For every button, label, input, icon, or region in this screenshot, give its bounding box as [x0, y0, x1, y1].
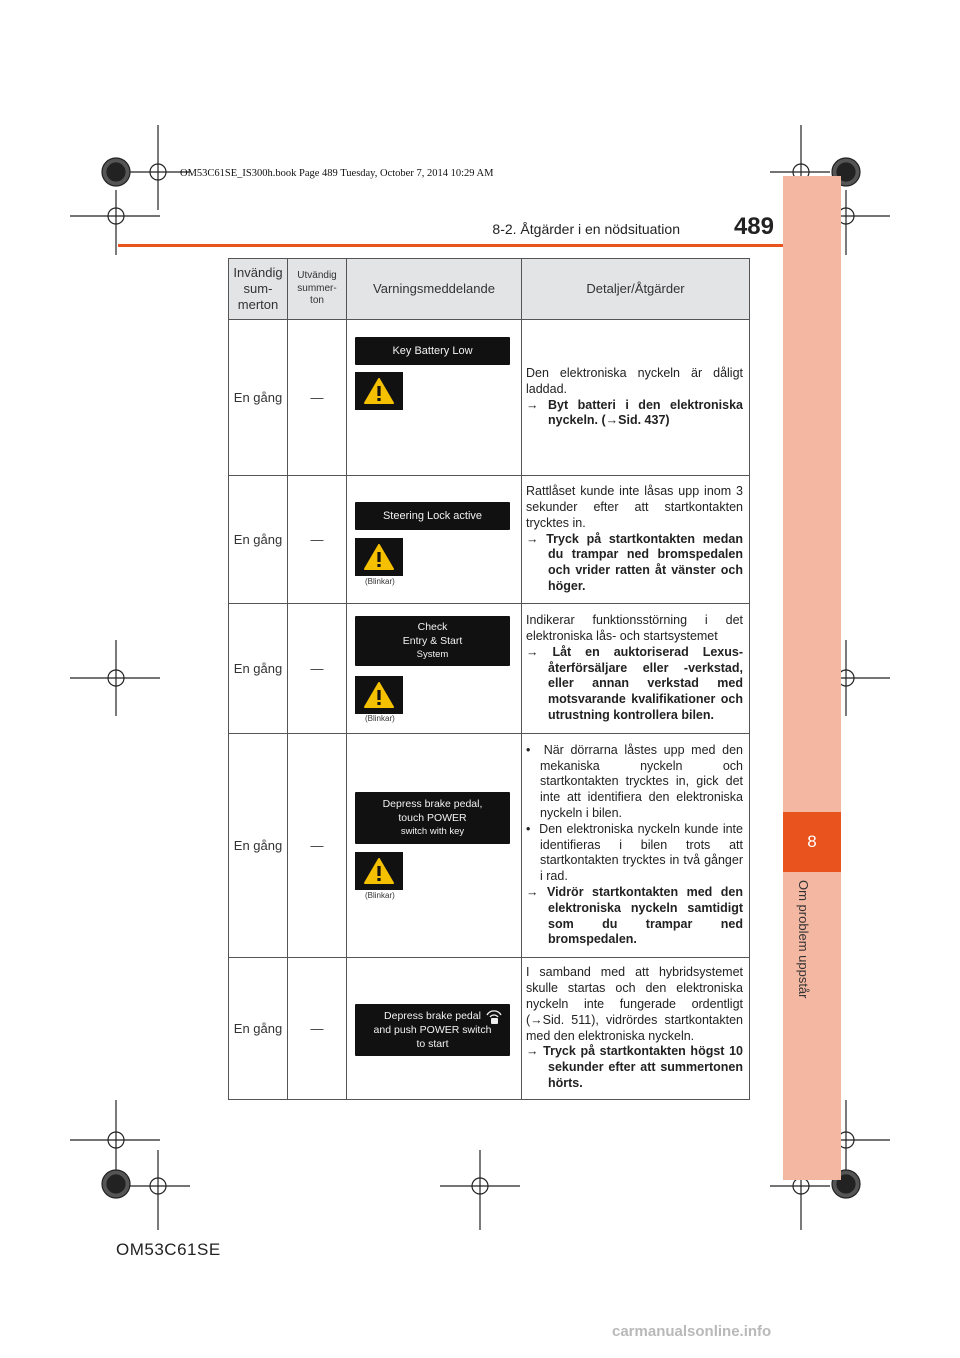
message-cell: [347, 734, 522, 958]
detail-text: I samband med att hybridsystemet skulle startas och den elektroniska nyckeln inte fungerade ordentligt (→Sid. 511), vidrördes startkontakten med den elektroniska nyckeln.: [526, 965, 743, 1043]
display-message: Key Battery Low: [355, 337, 510, 365]
watermark: carmanualsonline.info: [612, 1323, 772, 1340]
exterior-buzzer: —: [288, 734, 347, 958]
message-cell: [347, 958, 522, 1100]
action-text: → Tryck på startkontakten medan du trampar ned bromspedalen och vrider ratten åt vänster och höger.: [526, 531, 743, 593]
warning-table: [228, 258, 750, 1100]
bullet-item: • När dörrarna låstes upp med den mekaniska nyckeln och startkontakten trycktes in, gick det inte att identifiera den elektroniska nyckeln i bilen.: [526, 742, 744, 820]
exterior-buzzer: —: [288, 958, 347, 1100]
details-cell: [522, 958, 750, 1100]
warning-triangle-icon: [355, 372, 403, 410]
header-interior-buzzer: Invändig sum- merton: [229, 259, 288, 320]
bullet-item: • Den elektroniska nyckeln kunde inte identifieras i bilen trots att startkontakten trycktes in två gånger i rad.: [526, 821, 743, 884]
detail-text: Rattlåset kunde inte låsas upp inom 3 sekunder efter att startkontakten trycktes in.: [526, 484, 743, 530]
interior-buzzer: En gång: [229, 476, 288, 604]
interior-buzzer: En gång: [229, 734, 288, 958]
message-cell: [347, 604, 522, 734]
display-message: Steering Lock active: [355, 502, 510, 530]
header-exterior-buzzer: Utvändig summer- ton: [288, 259, 347, 320]
blink-label: (Blinkar): [365, 577, 395, 586]
action-text: → Byt batteri i den elektroniska nyckeln. (→Sid. 437): [526, 397, 743, 428]
exterior-buzzer: —: [288, 604, 347, 734]
blink-label: (Blinkar): [365, 891, 395, 900]
detail-text: Indikerar funktionsstörning i det elektroniska lås- och startsystemet: [526, 613, 743, 643]
book-info: OM53C61SE_IS300h.book Page 489 Tuesday, October 7, 2014 10:29 AM: [180, 168, 494, 179]
display-message: Check Entry & Start System: [355, 616, 510, 666]
section-title: 8-2. Åtgärder i en nödsituation: [492, 221, 680, 237]
detail-text: Den elektroniska nyckeln är dåligt laddad.: [526, 365, 743, 396]
blink-label: (Blinkar): [365, 714, 395, 723]
action-text: → Låt en auktoriserad Lexus-återförsäljare eller -verkstad, eller annan verkstad med motsvarande kvalifikationer och utrustning kontrollera bilen.: [526, 644, 743, 722]
chapter-number: 8: [783, 812, 841, 872]
interior-buzzer: En gång: [229, 320, 288, 476]
warning-triangle-icon: [355, 852, 403, 890]
warning-triangle-icon: [355, 538, 403, 576]
details-cell: [522, 476, 750, 604]
table-row: [229, 476, 750, 604]
table-row: [229, 958, 750, 1100]
exterior-buzzer: —: [288, 320, 347, 476]
table-row: [229, 604, 750, 734]
display-message: Depress brake pedal and push POWER switch to start: [355, 1004, 510, 1056]
details-cell: [522, 734, 750, 958]
page-number: 489: [733, 213, 774, 240]
details-cell: [522, 320, 750, 476]
manual-code: OM53C61SE: [116, 1240, 221, 1259]
table-row: [229, 734, 750, 958]
details-cell: [522, 604, 750, 734]
header-details: Detaljer/Åtgärder: [522, 259, 750, 320]
interior-buzzer: En gång: [229, 958, 288, 1100]
side-tab-strip: [783, 176, 841, 1180]
table-header-row: [229, 259, 750, 320]
warning-triangle-icon: [355, 676, 403, 714]
action-text: → Vidrör startkontakten med den elektroniska nyckeln samtidigt som du trampar ned bromspedalen.: [526, 884, 743, 947]
display-message: Depress brake pedal, touch POWER switch with key: [355, 792, 510, 844]
header-rule: [118, 244, 783, 247]
chapter-label: Om problem uppstår: [796, 880, 811, 999]
table-row: [229, 320, 750, 476]
exterior-buzzer: —: [288, 476, 347, 604]
action-text: → Tryck på startkontakten högst 10 sekunder efter att summertonen hörts.: [526, 1044, 743, 1090]
interior-buzzer: En gång: [229, 604, 288, 734]
key-signal-icon: [484, 1009, 504, 1025]
header-message: Varningsmeddelande: [347, 259, 522, 320]
message-cell: [347, 320, 522, 476]
message-cell: [347, 476, 522, 604]
